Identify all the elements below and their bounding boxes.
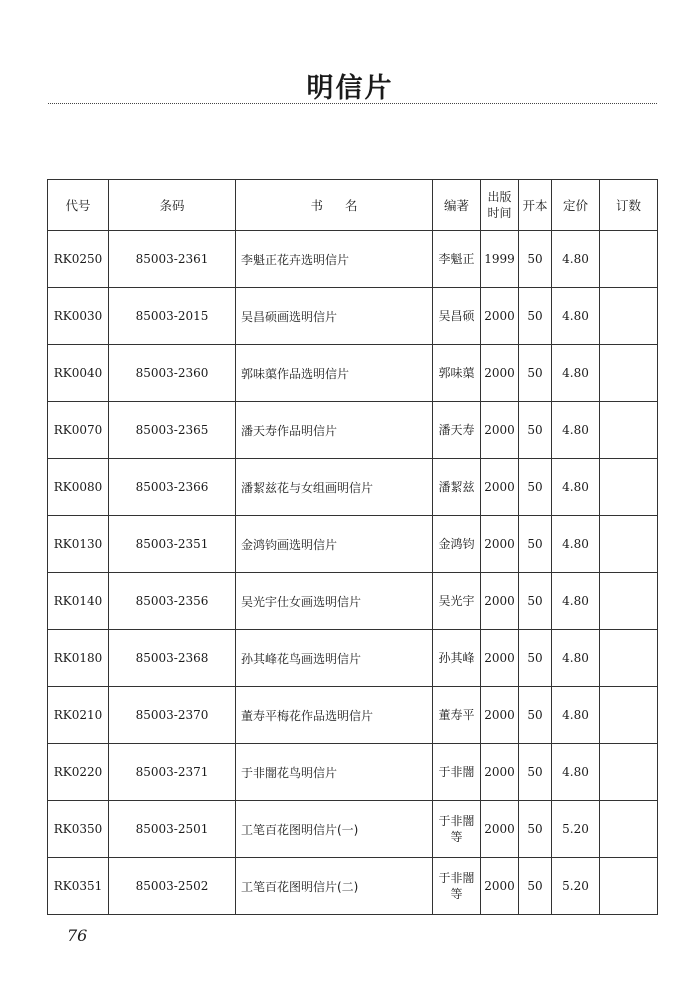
cell-editor-line2: 等	[450, 830, 463, 844]
cell-barcode: 85003-2368	[109, 630, 236, 687]
cell-format: 50	[519, 516, 552, 573]
cell-format: 50	[519, 630, 552, 687]
cell-code: RK0350	[48, 801, 109, 858]
cell-order-qty[interactable]	[600, 231, 658, 288]
cell-barcode: 85003-2366	[109, 459, 236, 516]
cell-price: 4.80	[552, 345, 600, 402]
cell-editor: 潘天寿	[433, 402, 481, 459]
table-row	[48, 630, 658, 687]
cell-format: 50	[519, 345, 552, 402]
cell-title: 吴光宇仕女画选明信片	[236, 573, 433, 630]
cell-price: 4.80	[552, 687, 600, 744]
cell-pub-year: 2000	[481, 345, 519, 402]
cell-price: 5.20	[552, 858, 600, 915]
cell-order-qty[interactable]	[600, 744, 658, 801]
cell-format: 50	[519, 744, 552, 801]
cell-pub-year: 2000	[481, 744, 519, 801]
cell-editor-line1: 于非闇	[438, 871, 475, 885]
cell-order-qty[interactable]	[600, 459, 658, 516]
cell-pub-year: 2000	[481, 459, 519, 516]
table-row	[48, 231, 658, 288]
cell-code: RK0030	[48, 288, 109, 345]
cell-editor: 于非闇	[433, 744, 481, 801]
cell-order-qty[interactable]	[600, 687, 658, 744]
cell-price: 5.20	[552, 801, 600, 858]
cell-format: 50	[519, 231, 552, 288]
cell-editor-line2: 等	[450, 887, 463, 901]
header-pub-time-line2: 时间	[487, 206, 512, 220]
cell-editor: 潘絜兹	[433, 459, 481, 516]
table-header-row	[48, 180, 658, 231]
cell-editor: 李魁正	[433, 231, 481, 288]
cell-order-qty[interactable]	[600, 288, 658, 345]
cell-format: 50	[519, 402, 552, 459]
cell-title: 郭味蕖作品选明信片	[236, 345, 433, 402]
cell-order-qty[interactable]	[600, 402, 658, 459]
table-row	[48, 687, 658, 744]
cell-barcode: 85003-2365	[109, 402, 236, 459]
catalog-table	[47, 179, 658, 915]
page-title: 明信片	[306, 73, 394, 104]
table-row	[48, 459, 658, 516]
header-order-qty: 订数	[600, 180, 658, 231]
cell-code: RK0080	[48, 459, 109, 516]
cell-price: 4.80	[552, 231, 600, 288]
header-title: 书名	[236, 180, 433, 231]
cell-code: RK0250	[48, 231, 109, 288]
cell-order-qty[interactable]	[600, 573, 658, 630]
cell-editor: 金鸿钧	[433, 516, 481, 573]
cell-editor: 吴昌硕	[433, 288, 481, 345]
cell-pub-year: 2000	[481, 288, 519, 345]
cell-format: 50	[519, 858, 552, 915]
cell-editor	[433, 801, 481, 858]
cell-order-qty[interactable]	[600, 516, 658, 573]
cell-code: RK0351	[48, 858, 109, 915]
page-number: 76	[67, 926, 88, 945]
cell-code: RK0130	[48, 516, 109, 573]
cell-editor	[433, 858, 481, 915]
cell-pub-year: 2000	[481, 402, 519, 459]
table-row	[48, 801, 658, 858]
cell-barcode: 85003-2501	[109, 801, 236, 858]
cell-title: 金鸿钧画选明信片	[236, 516, 433, 573]
cell-pub-year: 2000	[481, 801, 519, 858]
cell-price: 4.80	[552, 573, 600, 630]
cell-editor: 吴光宇	[433, 573, 481, 630]
cell-editor: 董寿平	[433, 687, 481, 744]
table-row	[48, 744, 658, 801]
cell-format: 50	[519, 459, 552, 516]
table-row	[48, 516, 658, 573]
cell-price: 4.80	[552, 288, 600, 345]
cell-price: 4.80	[552, 459, 600, 516]
cell-title: 于非闇花鸟明信片	[236, 744, 433, 801]
header-editor: 编著	[433, 180, 481, 231]
cell-pub-year: 2000	[481, 516, 519, 573]
table-row	[48, 288, 658, 345]
cell-editor: 郭味蕖	[433, 345, 481, 402]
cell-title: 工笔百花图明信片(二)	[236, 858, 433, 915]
table-row	[48, 402, 658, 459]
cell-price: 4.80	[552, 630, 600, 687]
cell-title: 工笔百花图明信片(一)	[236, 801, 433, 858]
cell-barcode: 85003-2371	[109, 744, 236, 801]
cell-code: RK0180	[48, 630, 109, 687]
header-pub-time-line1: 出版	[487, 190, 512, 204]
cell-format: 50	[519, 687, 552, 744]
table-row	[48, 345, 658, 402]
cell-format: 50	[519, 801, 552, 858]
header-format: 开本	[519, 180, 552, 231]
cell-pub-year: 1999	[481, 231, 519, 288]
cell-barcode: 85003-2502	[109, 858, 236, 915]
cell-price: 4.80	[552, 516, 600, 573]
cell-code: RK0140	[48, 573, 109, 630]
cell-barcode: 85003-2356	[109, 573, 236, 630]
cell-barcode: 85003-2361	[109, 231, 236, 288]
cell-order-qty[interactable]	[600, 630, 658, 687]
cell-pub-year: 2000	[481, 858, 519, 915]
cell-barcode: 85003-2351	[109, 516, 236, 573]
table-row	[48, 858, 658, 915]
cell-code: RK0210	[48, 687, 109, 744]
cell-title: 潘天寿作品明信片	[236, 402, 433, 459]
header-barcode: 条码	[109, 180, 236, 231]
cell-pub-year: 2000	[481, 687, 519, 744]
cell-price: 4.80	[552, 402, 600, 459]
cell-title: 孙其峰花鸟画选明信片	[236, 630, 433, 687]
cell-order-qty[interactable]	[600, 345, 658, 402]
header-code: 代号	[48, 180, 109, 231]
dotted-divider	[48, 103, 657, 104]
cell-title: 董寿平梅花作品选明信片	[236, 687, 433, 744]
cell-order-qty[interactable]	[600, 801, 658, 858]
cell-barcode: 85003-2370	[109, 687, 236, 744]
cell-code: RK0220	[48, 744, 109, 801]
header-price: 定价	[552, 180, 600, 231]
cell-barcode: 85003-2360	[109, 345, 236, 402]
cell-price: 4.80	[552, 744, 600, 801]
header-pub-time	[481, 180, 519, 231]
cell-order-qty[interactable]	[600, 858, 658, 915]
cell-code: RK0040	[48, 345, 109, 402]
cell-title: 李魁正花卉选明信片	[236, 231, 433, 288]
cell-pub-year: 2000	[481, 573, 519, 630]
cell-editor: 孙其峰	[433, 630, 481, 687]
cell-pub-year: 2000	[481, 630, 519, 687]
cell-barcode: 85003-2015	[109, 288, 236, 345]
cell-format: 50	[519, 288, 552, 345]
cell-editor-line1: 于非闇	[438, 814, 475, 828]
cell-format: 50	[519, 573, 552, 630]
cell-code: RK0070	[48, 402, 109, 459]
table-row	[48, 573, 658, 630]
cell-title: 潘絜兹花与女组画明信片	[236, 459, 433, 516]
cell-title: 吴昌硕画选明信片	[236, 288, 433, 345]
